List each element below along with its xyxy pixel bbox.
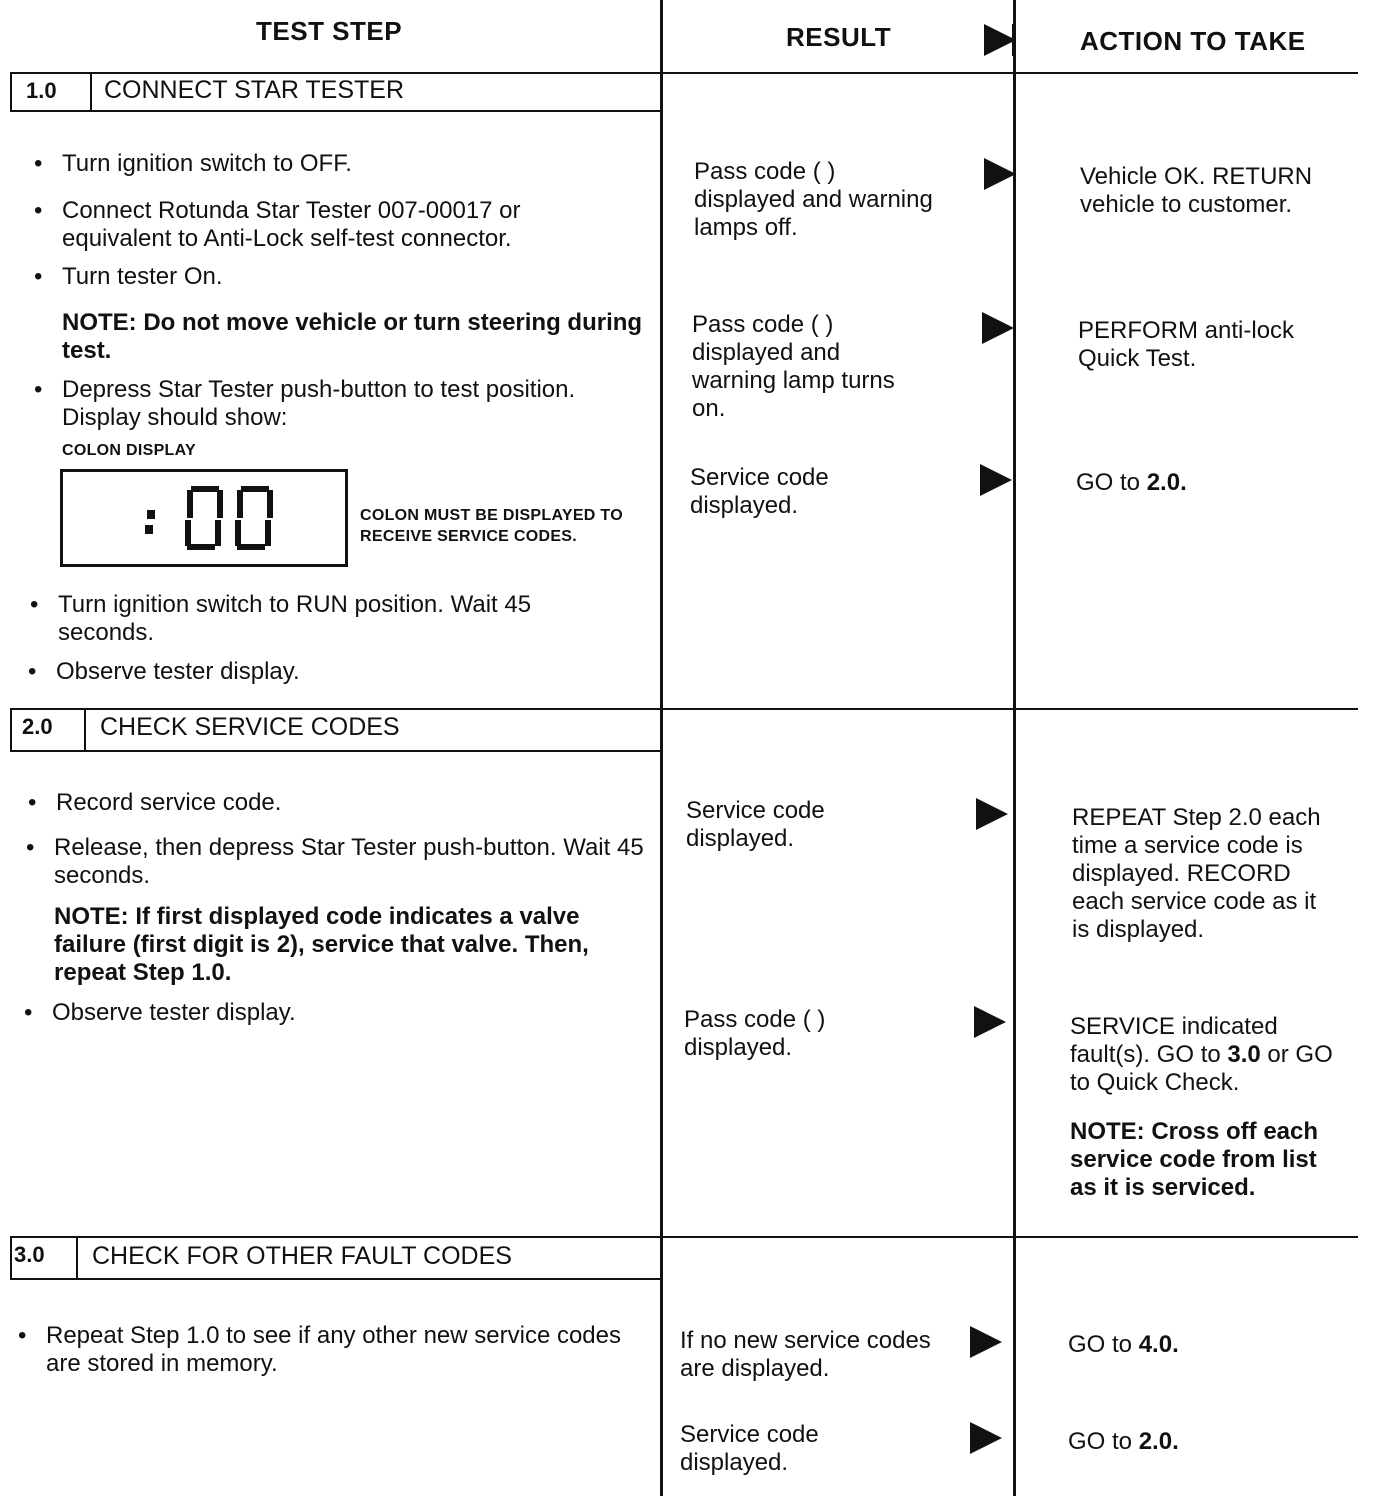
section-2-box-left bbox=[10, 708, 12, 750]
section-1-step-1: • Turn ignition switch to OFF. bbox=[34, 150, 352, 177]
section-3-result-1-arrow-icon bbox=[970, 1326, 1002, 1358]
column-divider-test-result bbox=[660, 0, 663, 1496]
section-1-action-3: GO to 2.0. bbox=[1076, 469, 1187, 496]
section-1-result-1: Pass code ( ) displayed and warning lamps off. bbox=[694, 158, 933, 241]
column-divider-result-action bbox=[1013, 0, 1016, 1496]
section-3-action-1: GO to 4.0. bbox=[1068, 1331, 1179, 1358]
section-1-box-top bbox=[10, 72, 660, 74]
section-1-result-3-arrow-icon bbox=[980, 464, 1012, 496]
section-1-box-left bbox=[10, 72, 12, 110]
section-3-result-2-arrow-icon bbox=[970, 1422, 1002, 1454]
section-2-result-2: Pass code ( ) displayed. bbox=[684, 1006, 826, 1061]
header-test-step: TEST STEP bbox=[256, 16, 403, 46]
section-3-box-left bbox=[10, 1236, 12, 1278]
section-1-box-bottom bbox=[10, 110, 660, 112]
section-3-number-divider bbox=[76, 1236, 78, 1278]
section-3-action-2: GO to 2.0. bbox=[1068, 1428, 1179, 1455]
header-arrow-stem bbox=[1012, 24, 1016, 56]
section-2-action-1: REPEAT Step 2.0 each time a service code is displayed. RECORD each service code as it is displayed. bbox=[1072, 804, 1321, 943]
section-2-separator bbox=[10, 708, 1358, 710]
section-3-step-1: • Repeat Step 1.0 to see if any other new service codes are stored in memory. bbox=[18, 1322, 622, 1377]
section-2-number: 2.0 bbox=[22, 714, 53, 739]
section-3-title: CHECK FOR OTHER FAULT CODES bbox=[92, 1242, 512, 1270]
section-2-result-2-arrow-icon bbox=[974, 1006, 1006, 1038]
section-1-step-3: • Turn tester On. bbox=[34, 263, 223, 290]
section-1-step-6: • Observe tester display. bbox=[28, 658, 300, 685]
section-1-title: CONNECT STAR TESTER bbox=[104, 76, 405, 104]
section-2-result-1-arrow-icon bbox=[976, 798, 1008, 830]
section-1-step-5: • Turn ignition switch to RUN position. Wait 45 seconds. bbox=[30, 591, 532, 646]
section-1-action-1: Vehicle OK. RETURN vehicle to customer. bbox=[1080, 163, 1313, 218]
section-1-result-2-arrow-icon bbox=[982, 312, 1014, 344]
lcd-colon-dot-top bbox=[147, 510, 155, 519]
section-1-number-divider bbox=[90, 72, 92, 110]
lcd-digit-2 bbox=[235, 486, 273, 550]
colon-display-panel bbox=[60, 469, 348, 567]
section-3-box-bottom bbox=[10, 1278, 660, 1280]
section-2-action-2: SERVICE indicated fault(s). GO to 3.0 or GO to Quick Check. bbox=[1070, 1013, 1333, 1096]
section-2-action-note: NOTE: Cross off each service code from list as it is serviced. bbox=[1070, 1118, 1319, 1201]
section-3-result-2: Service code displayed. bbox=[680, 1421, 819, 1476]
section-1-result-2: Pass code ( ) displayed and warning lamp turns on. bbox=[692, 311, 895, 422]
section-2-result-1: Service code displayed. bbox=[686, 797, 825, 852]
section-2-title: CHECK SERVICE CODES bbox=[100, 713, 400, 741]
header-result: RESULT bbox=[786, 22, 892, 52]
section-1-step-4: • Depress Star Tester push-button to test position. Display should show: bbox=[34, 376, 576, 431]
lcd-colon-dot-bottom bbox=[145, 525, 153, 534]
section-1-result-1-arrow-icon bbox=[984, 158, 1016, 190]
section-3-separator bbox=[10, 1236, 1358, 1238]
lcd-digit-1 bbox=[185, 486, 223, 550]
section-2-note: NOTE: If first displayed code indicates a valve failure (first digit is 2), service that valve. Then, repeat Step 1.0. bbox=[54, 903, 589, 986]
section-2-step-3: • Observe tester display. bbox=[24, 999, 296, 1026]
lcd-digits-icon bbox=[63, 472, 345, 564]
section-2-step-1: • Record service code. bbox=[28, 789, 282, 816]
section-2-box-bottom bbox=[10, 750, 660, 752]
section-1-number: 1.0 bbox=[26, 78, 57, 103]
header-action: ACTION TO TAKE bbox=[1080, 26, 1306, 56]
section-1-result-3: Service code displayed. bbox=[690, 464, 829, 519]
section-1-step-2: • Connect Rotunda Star Tester 007-00017 or equivalent to Anti-Lock self-test connector. bbox=[34, 197, 521, 252]
section-3-result-1: If no new service codes are displayed. bbox=[680, 1327, 931, 1382]
section-2-number-divider bbox=[84, 708, 86, 750]
colon-display-caption: COLON MUST BE DISPLAYED TO RECEIVE SERVICE CODES. bbox=[360, 507, 623, 545]
section-1-note: NOTE: Do not move vehicle or turn steering during test. bbox=[62, 309, 643, 364]
section-3-number: 3.0 bbox=[14, 1242, 45, 1267]
section-2-step-2: • Release, then depress Star Tester push-button. Wait 45 seconds. bbox=[26, 834, 644, 889]
colon-display-label: COLON DISPLAY bbox=[62, 442, 196, 459]
section-1-action-2: PERFORM anti-lock Quick Test. bbox=[1078, 317, 1295, 372]
